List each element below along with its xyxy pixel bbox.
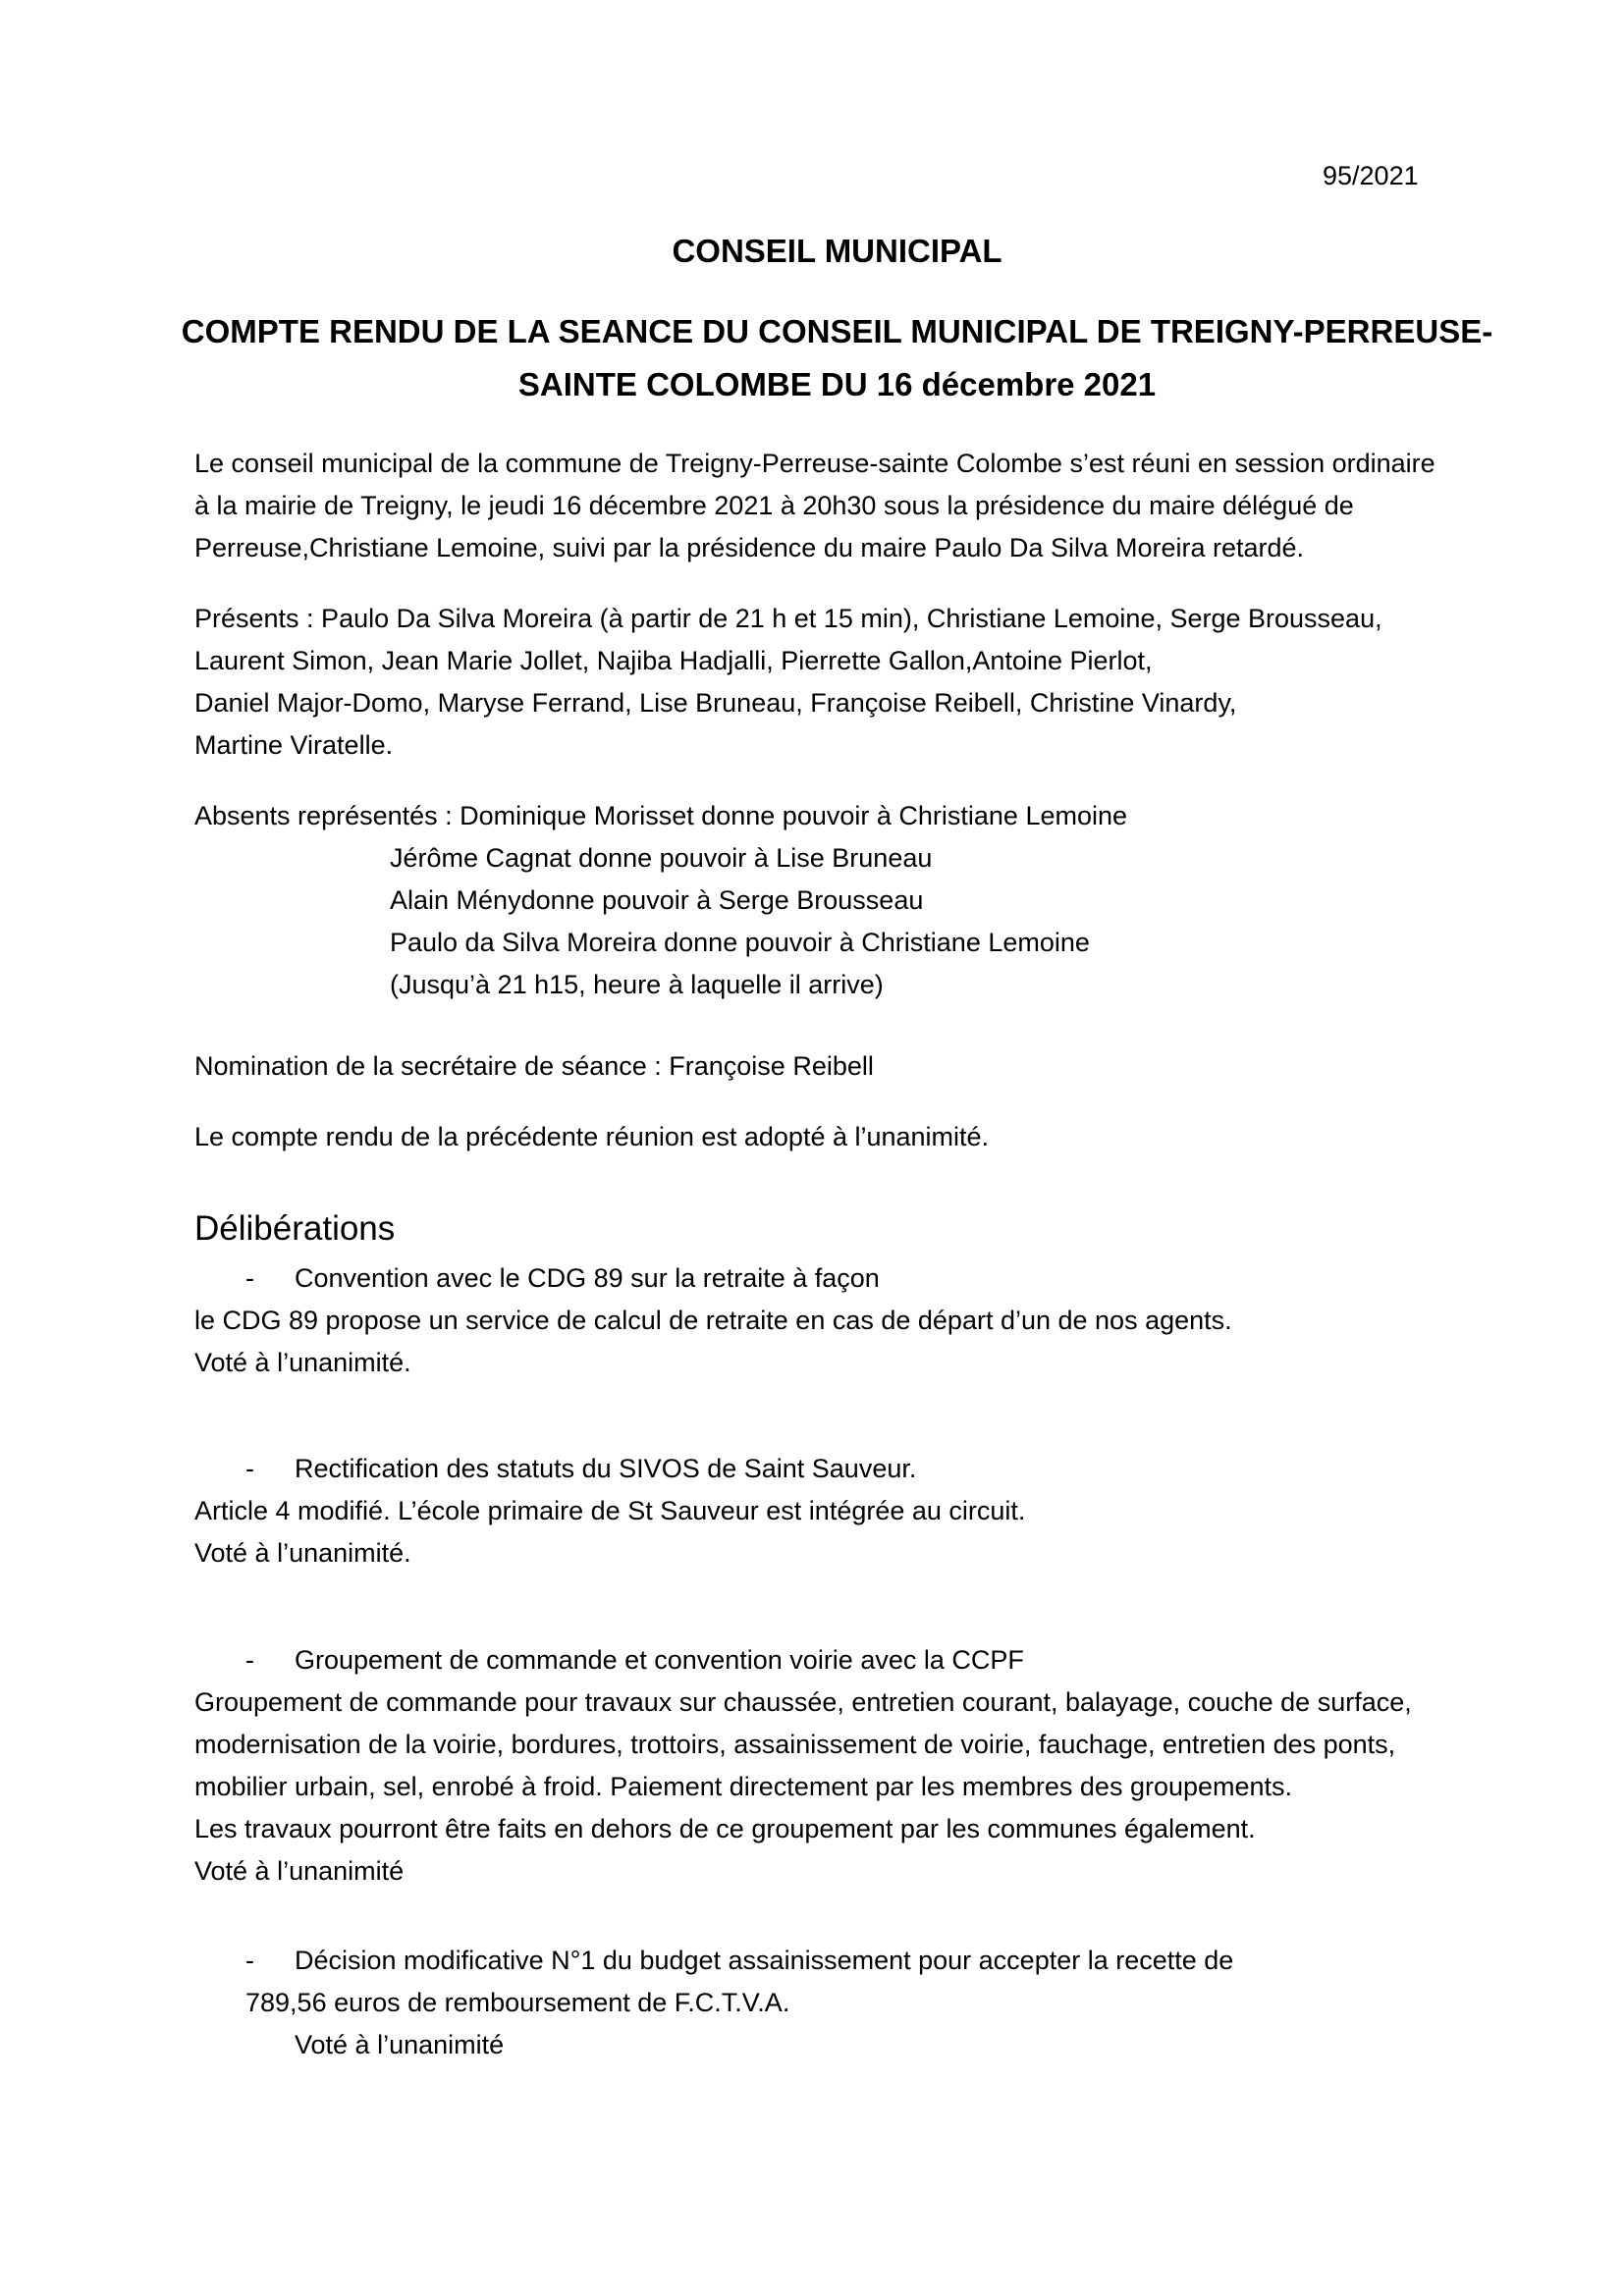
deliberation-body: modernisation de la voirie, bordures, trottoirs, assainissement de voirie, fauchage, entretien des ponts, [194,1730,1396,1759]
deliberation-title: Groupement de commande et convention voirie avec la CCPF [295,1645,1024,1675]
bullet-dash: - [245,1454,254,1483]
deliberation-vote: Voté à l’unanimité [194,1856,405,1886]
deliberation-body: 789,56 euros de remboursement de F.C.T.V.A. [245,1988,790,2017]
presents-line: Daniel Major-Domo, Maryse Ferrand, Lise Bruneau, Françoise Reibell, Christine Vinardy, [194,688,1237,718]
presents-line: Martine Viratelle. [194,730,394,760]
deliberation-body: Article 4 modifié. L’école primaire de St Sauveur est intégrée au circuit. [194,1496,1026,1525]
presents-line: Présents : Paulo Da Silva Moreira (à partir de 21 h et 15 min), Christiane Lemoine, Serge Brousseau, [194,604,1382,633]
deliberation-body: le CDG 89 propose un service de calcul de retraite en cas de départ d’un de nos agents. [194,1306,1232,1335]
absents-line: Jérôme Cagnat donne pouvoir à Lise Bruneau [390,843,933,873]
document-subtitle-line-2: SAINTE COLOMBE DU 16 décembre 2021 [517,366,1157,402]
intro-line: Le conseil municipal de la commune de Treigny-Perreuse-sainte Colombe s’est réuni en session ordinaire [194,449,1435,478]
deliberation-vote: Voté à l’unanimité [295,2030,505,2059]
document-reference: 95/2021 [1323,161,1419,190]
document-title: CONSEIL MUNICIPAL [672,233,1002,269]
bullet-dash: - [245,1263,254,1293]
deliberation-body: Groupement de commande pour travaux sur chaussée, entretien courant, balayage, couche de surface, [194,1687,1412,1717]
absents-line: Paulo da Silva Moreira donne pouvoir à Christiane Lemoine [390,928,1090,957]
deliberation-title: Convention avec le CDG 89 sur la retraite à façon [295,1263,880,1293]
absents-line: Alain Ménydonne pouvoir à Serge Brousseau [390,885,924,915]
deliberation-vote: Voté à l’unanimité. [194,1348,411,1377]
bullet-dash: - [245,1946,254,1975]
deliberations-heading: Délibérations [194,1209,396,1248]
bullet-dash: - [245,1645,254,1675]
deliberation-title: Rectification des statuts du SIVOS de Saint Sauveur. [295,1454,917,1483]
deliberation-title: Décision modificative N°1 du budget assainissement pour accepter la recette de [295,1946,1234,1975]
deliberation-body: mobilier urbain, sel, enrobé à froid. Paiement directement par les membres des groupements. [194,1772,1293,1801]
previous-minutes-line: Le compte rendu de la précédente réunion est adopté à l’unanimité. [194,1122,990,1151]
intro-line: à la mairie de Treigny, le jeudi 16 décembre 2021 à 20h30 sous la présidence du maire délégué de [194,491,1354,520]
intro-line: Perreuse,Christiane Lemoine, suivi par la présidence du maire Paulo Da Silva Moreira retardé. [194,533,1305,562]
deliberation-vote: Voté à l’unanimité. [194,1538,411,1568]
presents-line: Laurent Simon, Jean Marie Jollet, Najiba Hadjalli, Pierrette Gallon,Antoine Pierlot, [194,646,1153,675]
absents-line: (Jusqu’à 21 h15, heure à laquelle il arrive) [390,970,884,999]
absents-line: Absents représentés : Dominique Morisset donne pouvoir à Christiane Lemoine [194,801,1128,830]
deliberation-body: Les travaux pourront être faits en dehors de ce groupement par les communes également. [194,1814,1256,1843]
document-subtitle-line-1: COMPTE RENDU DE LA SEANCE DU CONSEIL MUNICIPAL DE TREIGNY-PERREUSE- [181,313,1493,349]
secretary-line: Nomination de la secrétaire de séance : Françoise Reibell [194,1051,874,1081]
